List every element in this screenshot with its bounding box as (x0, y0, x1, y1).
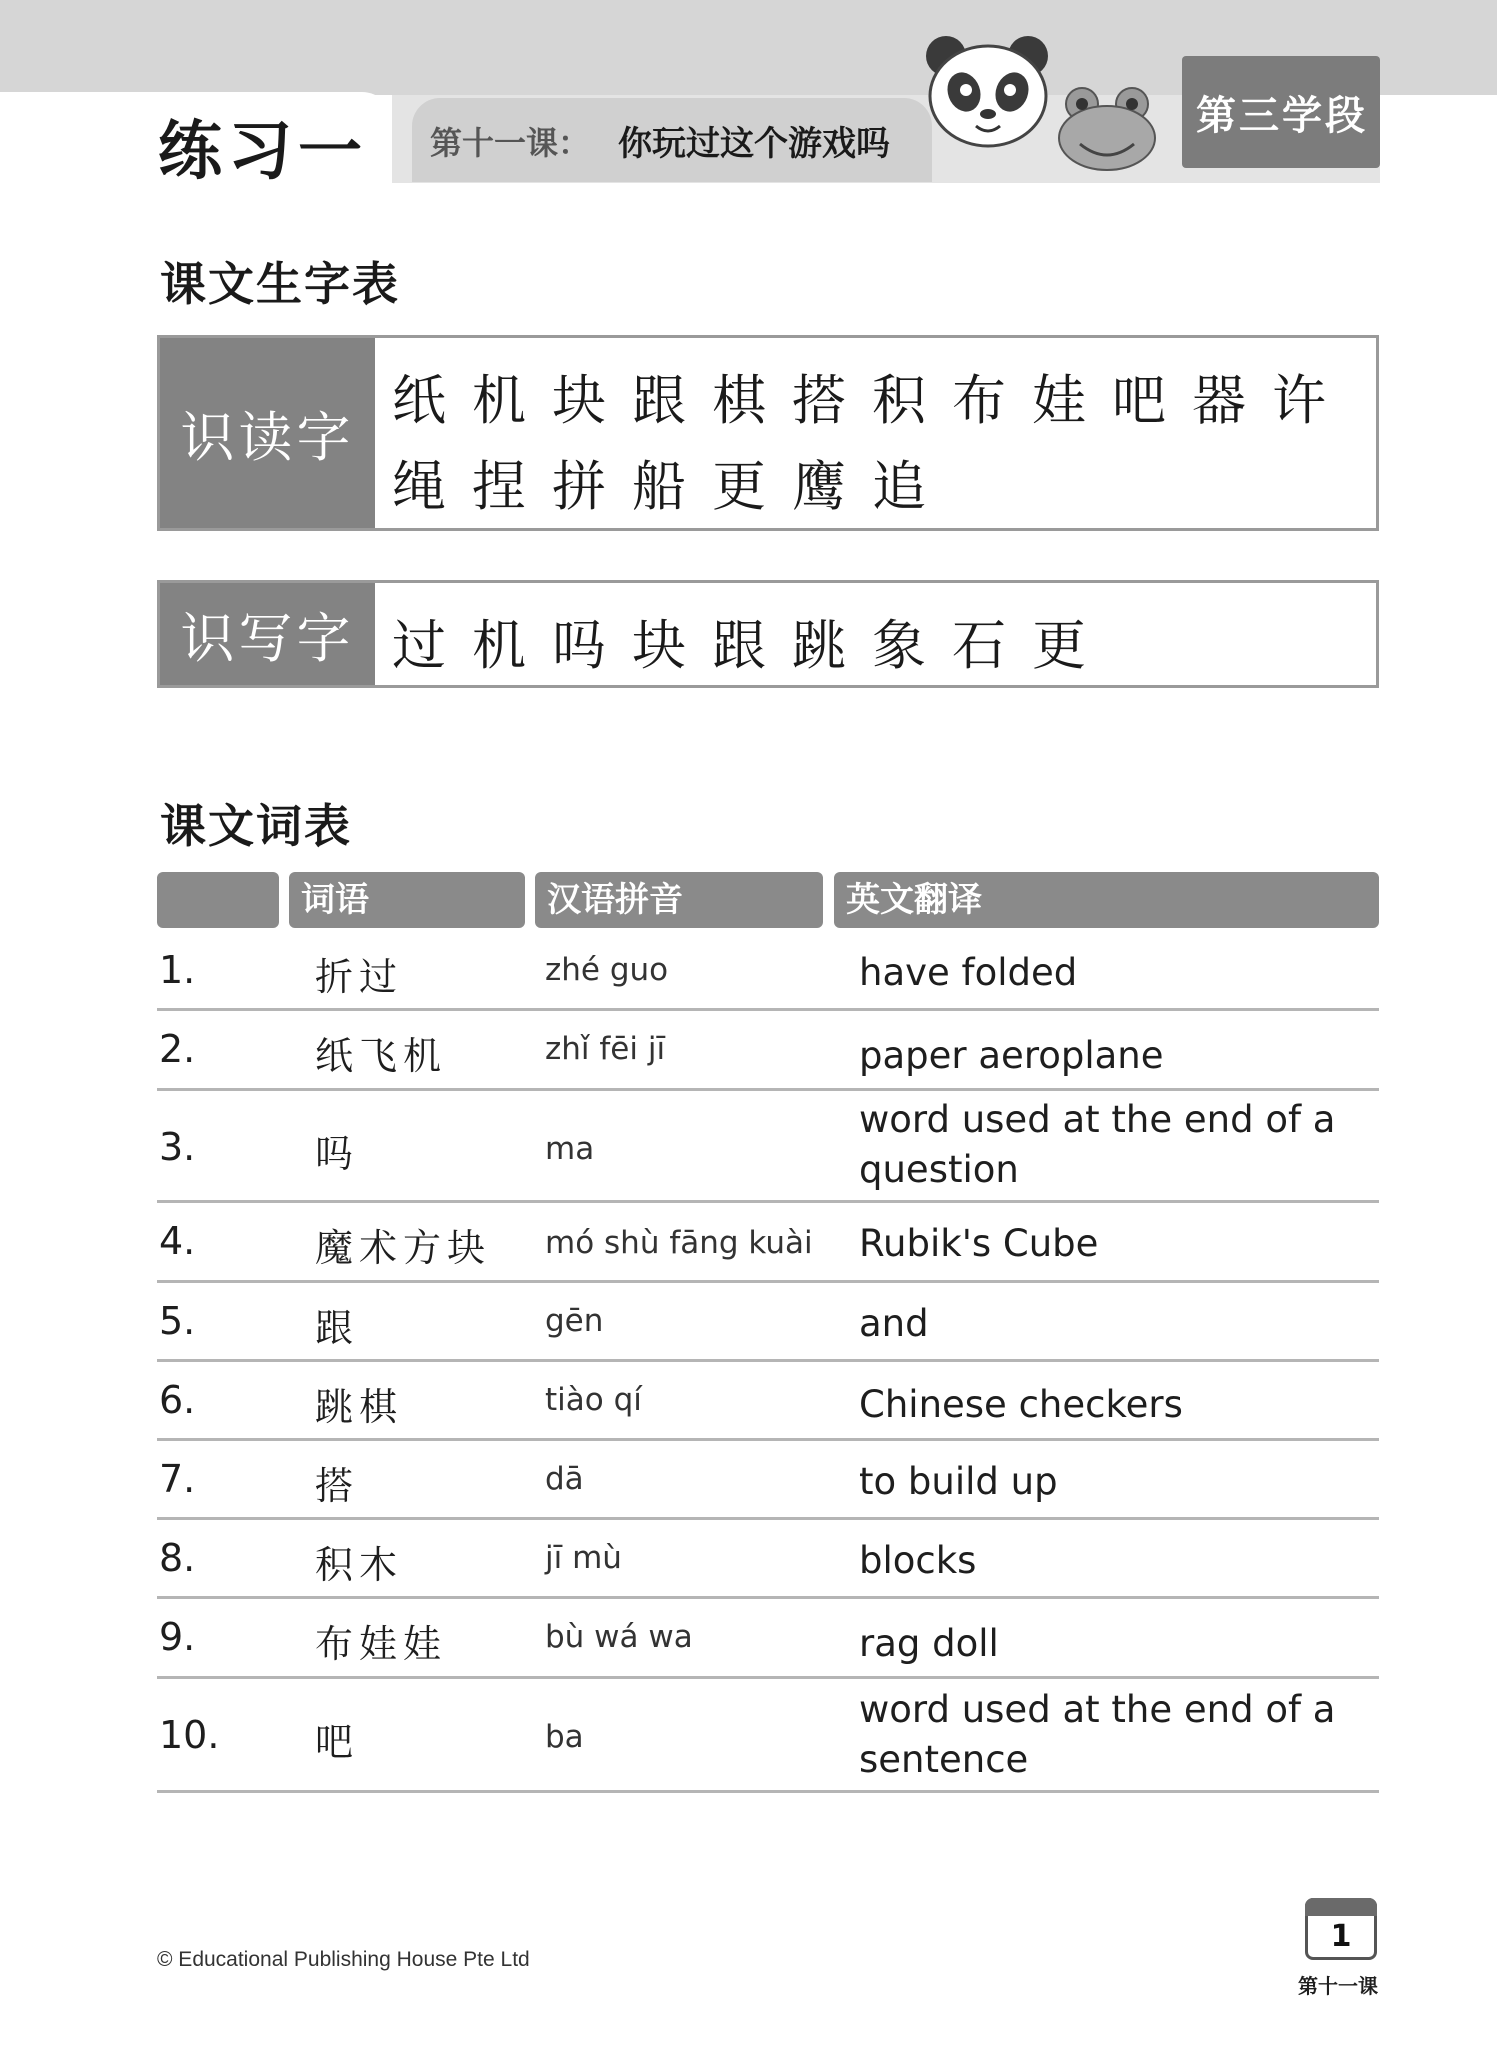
writing-label: 识写字 (160, 583, 375, 685)
frog-icon (1052, 82, 1162, 174)
table-row (157, 1441, 1379, 1520)
row-number: 2. (159, 1027, 196, 1071)
table-row (157, 1283, 1379, 1362)
column-header-word: 词语 (289, 872, 525, 928)
row-english: Rubik's Cube (859, 1222, 1099, 1265)
row-pinyin: ba (545, 1719, 584, 1755)
lesson-label: 第十一课： (430, 124, 591, 162)
row-english: Chinese checkers (859, 1383, 1183, 1426)
row-number: 9. (159, 1615, 196, 1659)
row-pinyin: jī mù (545, 1540, 622, 1576)
reading-characters-line-2: 绳捏拼船更鹰追 (392, 455, 952, 518)
table-row (157, 1011, 1379, 1091)
table-row (157, 1599, 1379, 1679)
row-pinyin: mó shù fāng kuài (545, 1225, 813, 1261)
writing-characters-line: 过机吗块跟跳象石更 (392, 614, 1112, 677)
row-number: 4. (159, 1219, 196, 1263)
row-number: 7. (159, 1457, 196, 1501)
row-word: 布娃娃 (315, 1622, 448, 1666)
row-pinyin: bù wá wa (545, 1619, 693, 1655)
table-row (157, 1679, 1379, 1793)
row-number: 10. (159, 1713, 220, 1757)
row-english: blocks (859, 1539, 977, 1582)
calendar-icon (1305, 1898, 1377, 1960)
column-header-pinyin: 汉语拼音 (535, 872, 823, 928)
row-word: 吧 (315, 1720, 360, 1764)
row-pinyin: gēn (545, 1303, 604, 1339)
row-word: 跳棋 (315, 1385, 404, 1429)
copyright-text: © Educational Publishing House Pte Ltd (157, 1948, 530, 1971)
row-english: and (859, 1302, 929, 1345)
row-word: 魔术方块 (315, 1226, 492, 1270)
column-header-number (157, 872, 279, 928)
lesson-name: 你玩过这个游戏吗 (618, 124, 890, 164)
stage-label: 第三学段 (1196, 93, 1368, 139)
row-number: 8. (159, 1536, 196, 1580)
row-word: 搭 (315, 1464, 360, 1508)
row-number: 5. (159, 1299, 196, 1343)
writing-characters-box (157, 580, 1379, 688)
row-english: to build up (859, 1460, 1058, 1503)
characters-heading: 课文生字表 (160, 257, 400, 311)
row-english: paper aeroplane (859, 1034, 1164, 1077)
row-pinyin: tiào qí (545, 1382, 642, 1418)
reading-characters-line-1: 纸机块跟棋搭积布娃吧器许 (392, 369, 1352, 432)
reading-label: 识读字 (160, 338, 375, 528)
page-number: 1 (1330, 1919, 1352, 1954)
row-pinyin: zhé guo (545, 952, 669, 988)
reading-characters-box (157, 335, 1379, 531)
row-word: 纸飞机 (315, 1034, 448, 1078)
row-english: rag doll (859, 1622, 999, 1665)
row-word: 跟 (315, 1306, 360, 1350)
row-number: 6. (159, 1378, 196, 1422)
row-pinyin: zhǐ fēi jī (545, 1031, 666, 1067)
page-title: 练习一 (158, 115, 368, 189)
table-row (157, 936, 1379, 1011)
row-number: 1. (159, 948, 196, 992)
table-row (157, 1362, 1379, 1441)
table-row (157, 1520, 1379, 1599)
row-pinyin: dā (545, 1461, 584, 1497)
panda-icon (922, 30, 1054, 150)
row-number: 3. (159, 1125, 196, 1169)
row-word: 积木 (315, 1543, 404, 1587)
column-header-english: 英文翻译 (834, 872, 1379, 928)
row-word: 折过 (315, 955, 404, 999)
row-word: 吗 (315, 1132, 360, 1176)
row-english: word used at the end of a question (859, 1098, 1336, 1191)
row-english: have folded (859, 951, 1078, 994)
row-pinyin: ma (545, 1131, 595, 1167)
table-row (157, 1091, 1379, 1203)
footer-lesson: 第十一课 (1298, 1974, 1378, 1998)
row-english: word used at the end of a sentence (859, 1688, 1336, 1781)
table-row (157, 1203, 1379, 1283)
vocab-heading: 课文词表 (160, 799, 352, 853)
